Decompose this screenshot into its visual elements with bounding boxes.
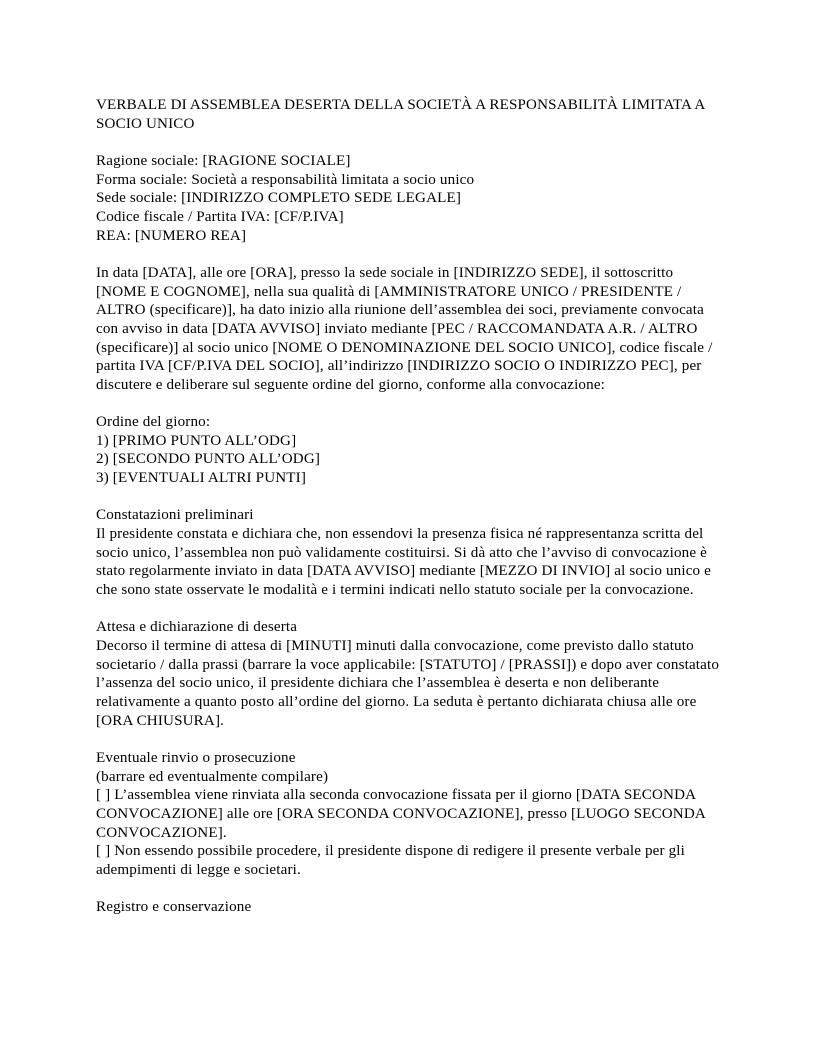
document-body	[96, 96, 722, 917]
preliminary-findings-body: Il presidente constata e dichiara che, non essendovi la presenza fisica né rappresentanza scritta del socio unico, l’assemblea non può validamente costituirsi. Si dà atto che l’avviso di convocazione è stato regolarmente inviato in data [DATA AVVISO] mediante [MEZZO DI INVIO] al socio unico e che sono state osservate le modalità e i termini indicati nello statuto sociale per la convocazione.	[96, 526, 712, 598]
opening-paragraph: In data [DATA], alle ore [ORA], presso la sede sociale in [INDIRIZZO SEDE], il sottoscritto [NOME E COGNOME], nella sua qualità di [AMMINISTRATORE UNICO / PRESIDENTE / ALTRO (specificare)], ha dato inizio alla riunione dell’assemblea dei soci, previamente convocata con avviso in data [DATA AVVISO] inviato mediante [PEC / RACCOMANDATA A.R. / ALTRO (specificare)] al socio unico [NOME O DENOMINAZIONE DEL SOCIO UNICO], codice fiscale / partita IVA [CF/P.IVA DEL SOCIO], all’indirizzo [INDIRIZZO SOCIO O INDIRIZZO PEC], per discutere e deliberare sul seguente ordine del giorno, conforme alla convocazione:	[96, 264, 713, 393]
field-codice-fiscale-partita-iva: Codice fiscale / Partita IVA: [CF/P.IVA]	[96, 208, 344, 225]
preliminary-findings-heading: Constatazioni preliminari	[96, 507, 254, 524]
field-rea: REA: [NUMERO REA]	[96, 227, 247, 244]
spacer	[96, 879, 722, 898]
waiting-declaration-body: Decorso il termine di attesa di [MINUTI] minuti dalla convocazione, come previsto dallo statuto societario / dalla prassi (barrare la voce applicabile: [STATUTO] / [PRASSI]) e dopo aver constatato l’assenza del socio unico, il presidente dichiara che l’assemblea è deserta e non deliberante relativamente a quanto posto all’ordine del giorno. La seduta è pertanto dichiarata chiusa alle ore [ORA CHIUSURA].	[96, 637, 720, 729]
postponement-checkbox-option-two: [ ] Non essendo possibile procedere, il presidente dispone di redigere il presente verbale per gli adempimenti di legge e societari.	[96, 843, 686, 878]
spacer	[96, 730, 722, 749]
agenda-item: 3) [EVENTUALI ALTRI PUNTI]	[96, 470, 307, 487]
field-sede-sociale: Sede sociale: [INDIRIZZO COMPLETO SEDE LEGALE]	[96, 190, 462, 207]
agenda-item: 1) [PRIMO PUNTO ALL’ODG]	[96, 432, 297, 449]
postponement-heading: Eventuale rinvio o prosecuzione	[96, 749, 296, 766]
spacer	[96, 394, 722, 413]
spacer	[96, 133, 722, 152]
spacer	[96, 245, 722, 264]
registry-heading: Registro e conservazione	[96, 899, 252, 916]
field-forma-sociale: Forma sociale: Società a responsabilità limitata a socio unico	[96, 171, 475, 188]
spacer	[96, 488, 722, 507]
field-ragione-sociale: Ragione sociale: [RAGIONE SOCIALE]	[96, 152, 351, 169]
postponement-subheading: (barrare ed eventualmente compilare)	[96, 768, 329, 785]
spacer	[96, 600, 722, 619]
agenda-heading: Ordine del giorno:	[96, 414, 211, 431]
document-title: VERBALE DI ASSEMBLEA DESERTA DELLA SOCIETÀ A RESPONSABILITÀ LIMITATA A SOCIO UNICO	[96, 97, 705, 132]
waiting-declaration-heading: Attesa e dichiarazione di deserta	[96, 619, 298, 636]
postponement-checkbox-option-one: [ ] L’assemblea viene rinviata alla seconda convocazione fissata per il giorno [DATA SECONDA CONVOCAZIONE] alle ore [ORA SECONDA CONVOCAZIONE], presso [LUOGO SECONDA CONVOCAZIONE].	[96, 787, 706, 841]
agenda-item: 2) [SECONDO PUNTO ALL’ODG]	[96, 451, 321, 468]
